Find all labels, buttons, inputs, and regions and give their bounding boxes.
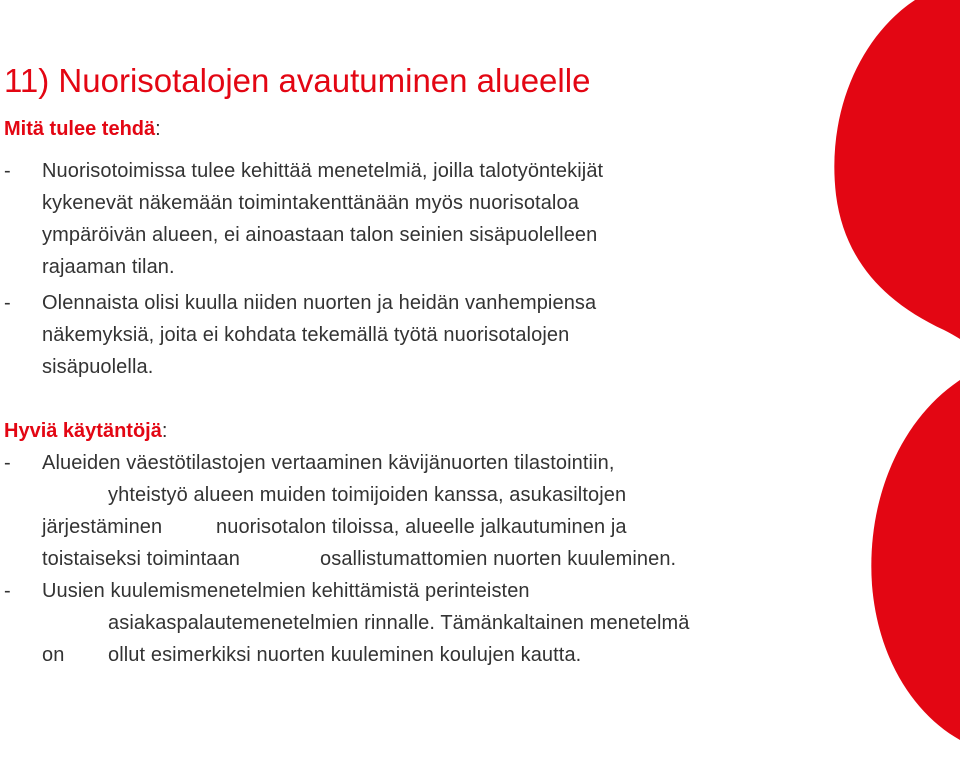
bullet-text-line: asiakaspalautemenetelmien rinnalle. Tämänkaltainen menetelmä	[108, 612, 690, 634]
bullet-dash: -	[4, 160, 11, 182]
bullet-text-line: ollut esimerkiksi nuorten kuuleminen koulujen kautta.	[108, 644, 582, 666]
bullet-text-line: Nuorisotoimissa tulee kehittää menetelmiä, joilla talotyöntekijät	[42, 160, 604, 182]
slide-title: 11) Nuorisotalojen avautuminen alueelle	[4, 62, 591, 99]
bullet-text-line: toistaiseksi toimintaan	[42, 548, 240, 570]
red-swoosh-bottom	[871, 380, 960, 740]
bullet-dash: -	[4, 580, 11, 602]
bullet-text-line: näkemyksiä, joita ei kohdata tekemällä työtä nuorisotalojen	[42, 324, 570, 346]
bullet-text-line: ympäröivän alueen, ei ainoastaan talon seinien sisäpuolelleen	[42, 224, 598, 246]
bullet-text-line: on	[42, 644, 65, 666]
bullet-text-line: Olennaista olisi kuulla niiden nuorten ja heidän vanhempiensa	[42, 292, 597, 314]
bullet-text-line: nuorisotalon tiloissa, alueelle jalkautuminen ja	[216, 516, 627, 538]
bullet-text-line: sisäpuolella.	[42, 356, 154, 378]
section-heading-good-practices: Hyviä käytäntöjä:	[4, 420, 168, 442]
bullet-text-line: järjestäminen	[42, 516, 163, 538]
red-swoosh-top	[834, 0, 960, 339]
bullet-dash: -	[4, 452, 11, 474]
bullet-text-line: rajaaman tilan.	[42, 256, 175, 278]
bullet-text-line: kykenevät näkemään toimintakenttänään myös nuorisotaloa	[42, 192, 579, 214]
bullet-dash: -	[4, 292, 11, 314]
bullet-text-line: Alueiden väestötilastojen vertaaminen kävijänuorten tilastointiin,	[42, 452, 615, 474]
bullet-text-line: osallistumattomien nuorten kuuleminen.	[320, 548, 677, 570]
section-heading-what-to-do: Mitä tulee tehdä:	[4, 118, 161, 140]
bullet-text-line: Uusien kuulemismenetelmien kehittämistä perinteisten	[42, 580, 530, 602]
bullet-text-line: yhteistyö alueen muiden toimijoiden kanssa, asukasiltojen	[108, 484, 627, 506]
